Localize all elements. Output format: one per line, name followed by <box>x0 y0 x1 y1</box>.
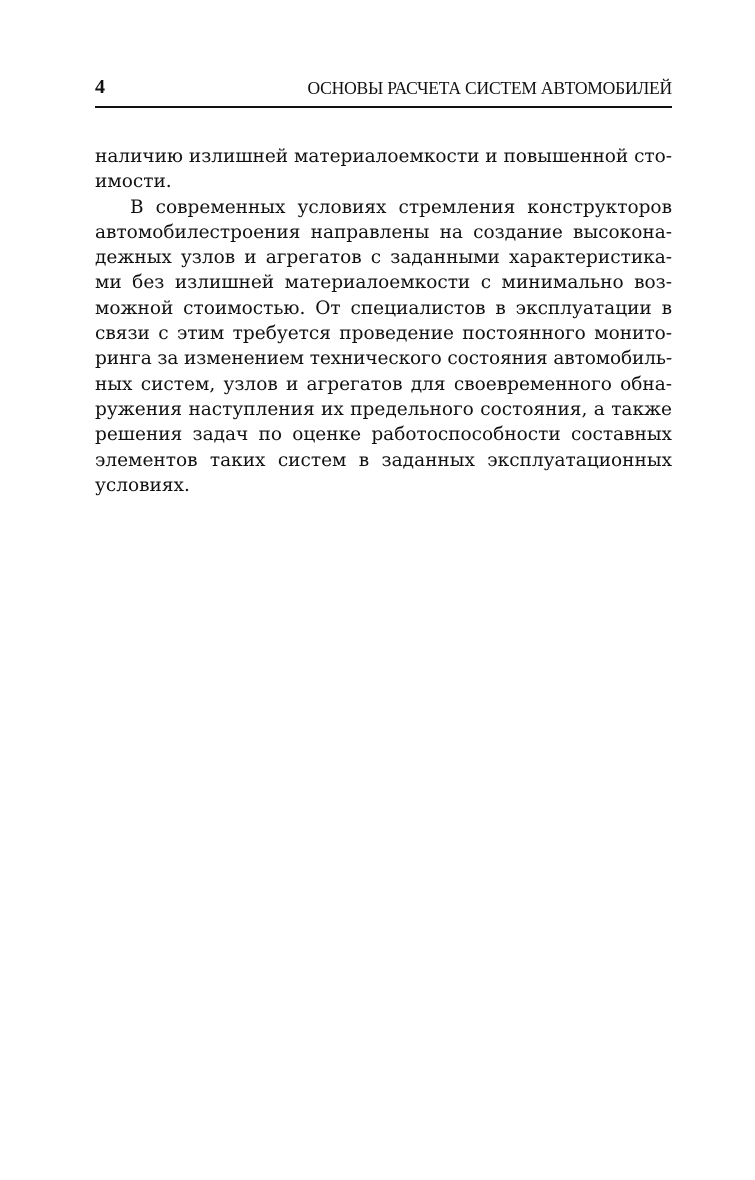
body-text <box>95 144 672 498</box>
text-line: элементов таких систем в заданных эксплуатационных <box>95 449 672 471</box>
text-line: связи с этим требуется проведение постоянного монито- <box>95 323 672 345</box>
text-line: дежных узлов и агрегатов с заданными характеристика- <box>95 247 672 269</box>
text-line: решения задач по оценке работоспособности составных <box>95 424 672 446</box>
text-line: имости. <box>95 171 172 193</box>
text-line: ных систем, узлов и агрегатов для своевременного обна- <box>95 373 672 395</box>
text-line: ми без излишней материалоемкости с минимально воз- <box>95 272 672 294</box>
running-title: ОСНОВЫ РАСЧЕТА СИСТЕМ АВТОМОБИЛЕЙ <box>307 78 672 98</box>
page-number: 4 <box>95 76 105 98</box>
text-line: ружения наступления их предельного состояния, а также <box>95 398 672 420</box>
text-line: можной стоимостью. От специалистов в эксплуатации в <box>95 297 672 319</box>
text-line: наличию излишней материалоемкости и повышенной сто- <box>95 146 672 167</box>
text-line: автомобилестроения направлены на создание высокона- <box>95 221 672 243</box>
page-header <box>95 72 672 108</box>
text-line: условиях. <box>95 474 190 496</box>
text-line: ринга за изменением технического состояния автомобиль- <box>95 348 672 370</box>
paragraph-first-line: В современных условиях стремления конструкторов <box>130 196 672 218</box>
